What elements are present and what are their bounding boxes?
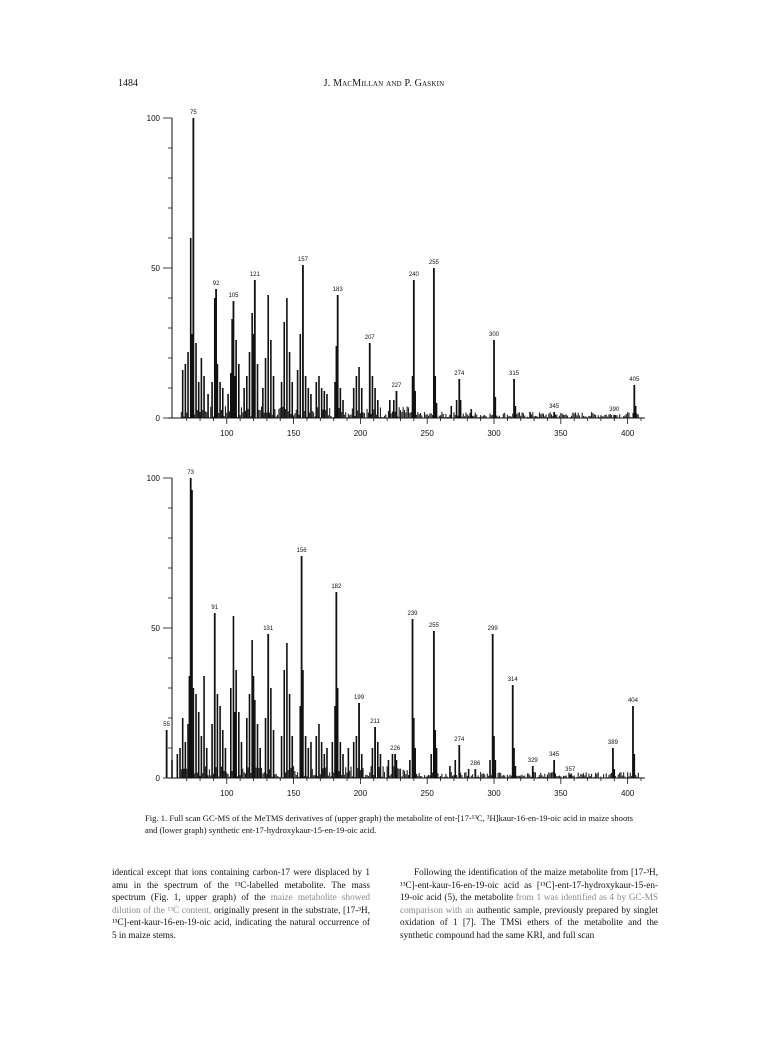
peak-label-274: 274 xyxy=(454,371,465,377)
caption-text: Full scan GC-MS of the MeTMS derivatives of (upper graph) the metabolite of ent-[17-¹³C, ³H]kaur-16-en-19-oic acid in maize shoots and (lower graph) synthetic ent-17-hydroxykaur-15-en-19-oic acid. xyxy=(145,813,633,835)
peak-label-405: 405 xyxy=(629,377,640,383)
peak-label-75: 75 xyxy=(190,110,197,116)
x-tick-label: 200 xyxy=(353,429,368,438)
peak-label-227: 227 xyxy=(391,383,402,389)
right-text-2: authentic sample, previously prepared by singlet oxidation of 1 [7]. The TMSi ethers of the metabolite and the synthetic compound had the same KRI, and full scan xyxy=(400,904,659,940)
running-head: J. MacMillan and P. Gaskin xyxy=(323,78,445,89)
peak-label-131: 131 xyxy=(263,626,274,632)
x-tick-label: 300 xyxy=(487,789,501,798)
x-tick-label: 350 xyxy=(554,429,568,438)
peak-label-199: 199 xyxy=(354,695,365,701)
x-tick-label: 300 xyxy=(487,429,501,438)
peak-label-240: 240 xyxy=(408,272,419,278)
x-tick-label: 250 xyxy=(420,789,434,798)
peak-label-390: 390 xyxy=(609,407,620,413)
peak-label-55: 55 xyxy=(163,722,170,728)
peak-label-300: 300 xyxy=(489,332,500,338)
y-tick-label: 50 xyxy=(151,264,160,273)
peak-label-92: 92 xyxy=(212,281,220,287)
x-tick-label: 400 xyxy=(620,789,635,798)
peak-label-121: 121 xyxy=(249,272,260,278)
lower-spectrum-chart xyxy=(0,460,768,805)
x-tick-label: 400 xyxy=(620,429,635,438)
left-text-faded: maize metabolite showed dilution of the ¹³C content, xyxy=(112,892,370,915)
left-paragraph xyxy=(112,866,370,941)
y-tick-label: 0 xyxy=(155,414,160,423)
peak-label-73: 73 xyxy=(187,470,195,476)
x-tick-label: 100 xyxy=(220,789,234,798)
body-column-right xyxy=(400,866,658,941)
figure-caption xyxy=(145,813,635,836)
peak-label-239: 239 xyxy=(407,611,418,617)
caption-label: Fig. 1. xyxy=(145,813,168,823)
x-tick-label: 100 xyxy=(220,429,234,438)
peak-label-226: 226 xyxy=(390,746,401,752)
peak-label-105: 105 xyxy=(228,293,239,299)
right-text-1: Following the identification of the maize metabolite from [17-³H, ¹³C]-ent-kaur-16-en-19-oic acid as [¹³C]-ent-17-hydroxykaur-15-en-19-oic acid (5), the metabolite xyxy=(400,867,658,902)
peak-label-157: 157 xyxy=(297,257,308,263)
peak-label-274: 274 xyxy=(454,737,465,743)
peak-label-404: 404 xyxy=(627,698,638,704)
x-tick-label: 150 xyxy=(286,429,301,438)
left-text-1: identical except that ions containing carbon-17 were displaced by 1 amu in the spectrum of the ¹³C-labelled metabolite. The mass spectrum (Fig. 1, upper graph) of the xyxy=(112,867,370,902)
peak-label-255: 255 xyxy=(428,623,439,629)
right-paragraph xyxy=(400,866,658,941)
x-tick-label: 350 xyxy=(554,789,568,798)
peak-label-299: 299 xyxy=(487,626,498,632)
peak-label-255: 255 xyxy=(428,260,439,266)
left-text-2: originally present in the substrate, [17-³H, ¹³C]-ent-kaur-16-en-19-oic acid, indicating the natural occurrence of 5 in maize stems. xyxy=(112,904,370,940)
peak-label-329: 329 xyxy=(527,758,538,764)
y-tick-label: 50 xyxy=(151,624,160,633)
peak-label-345: 345 xyxy=(549,752,560,758)
x-tick-label: 200 xyxy=(353,789,368,798)
peak-label-357: 357 xyxy=(565,767,576,773)
y-tick-label: 100 xyxy=(146,474,160,483)
peak-label-286: 286 xyxy=(470,761,481,767)
right-text-faded: from 1 was identified as 4 by GC-MS comparison with an xyxy=(400,892,658,915)
page-number: 1484 xyxy=(118,78,138,89)
y-tick-label: 100 xyxy=(146,114,160,123)
peak-label-211: 211 xyxy=(370,719,380,725)
peak-label-182: 182 xyxy=(331,584,342,590)
peak-label-345: 345 xyxy=(549,404,560,410)
peak-label-91: 91 xyxy=(211,605,219,611)
peak-label-207: 207 xyxy=(364,335,375,341)
page-header xyxy=(0,78,768,94)
peak-label-314: 314 xyxy=(507,677,518,683)
y-tick-label: 0 xyxy=(155,774,160,783)
peak-label-389: 389 xyxy=(607,740,618,746)
x-tick-label: 150 xyxy=(286,789,301,798)
peak-label-156: 156 xyxy=(296,548,307,554)
peak-label-183: 183 xyxy=(332,287,343,293)
upper-spectrum-chart xyxy=(0,100,768,445)
body-column-left xyxy=(112,866,370,941)
x-tick-label: 250 xyxy=(420,429,434,438)
peak-label-315: 315 xyxy=(509,371,520,377)
